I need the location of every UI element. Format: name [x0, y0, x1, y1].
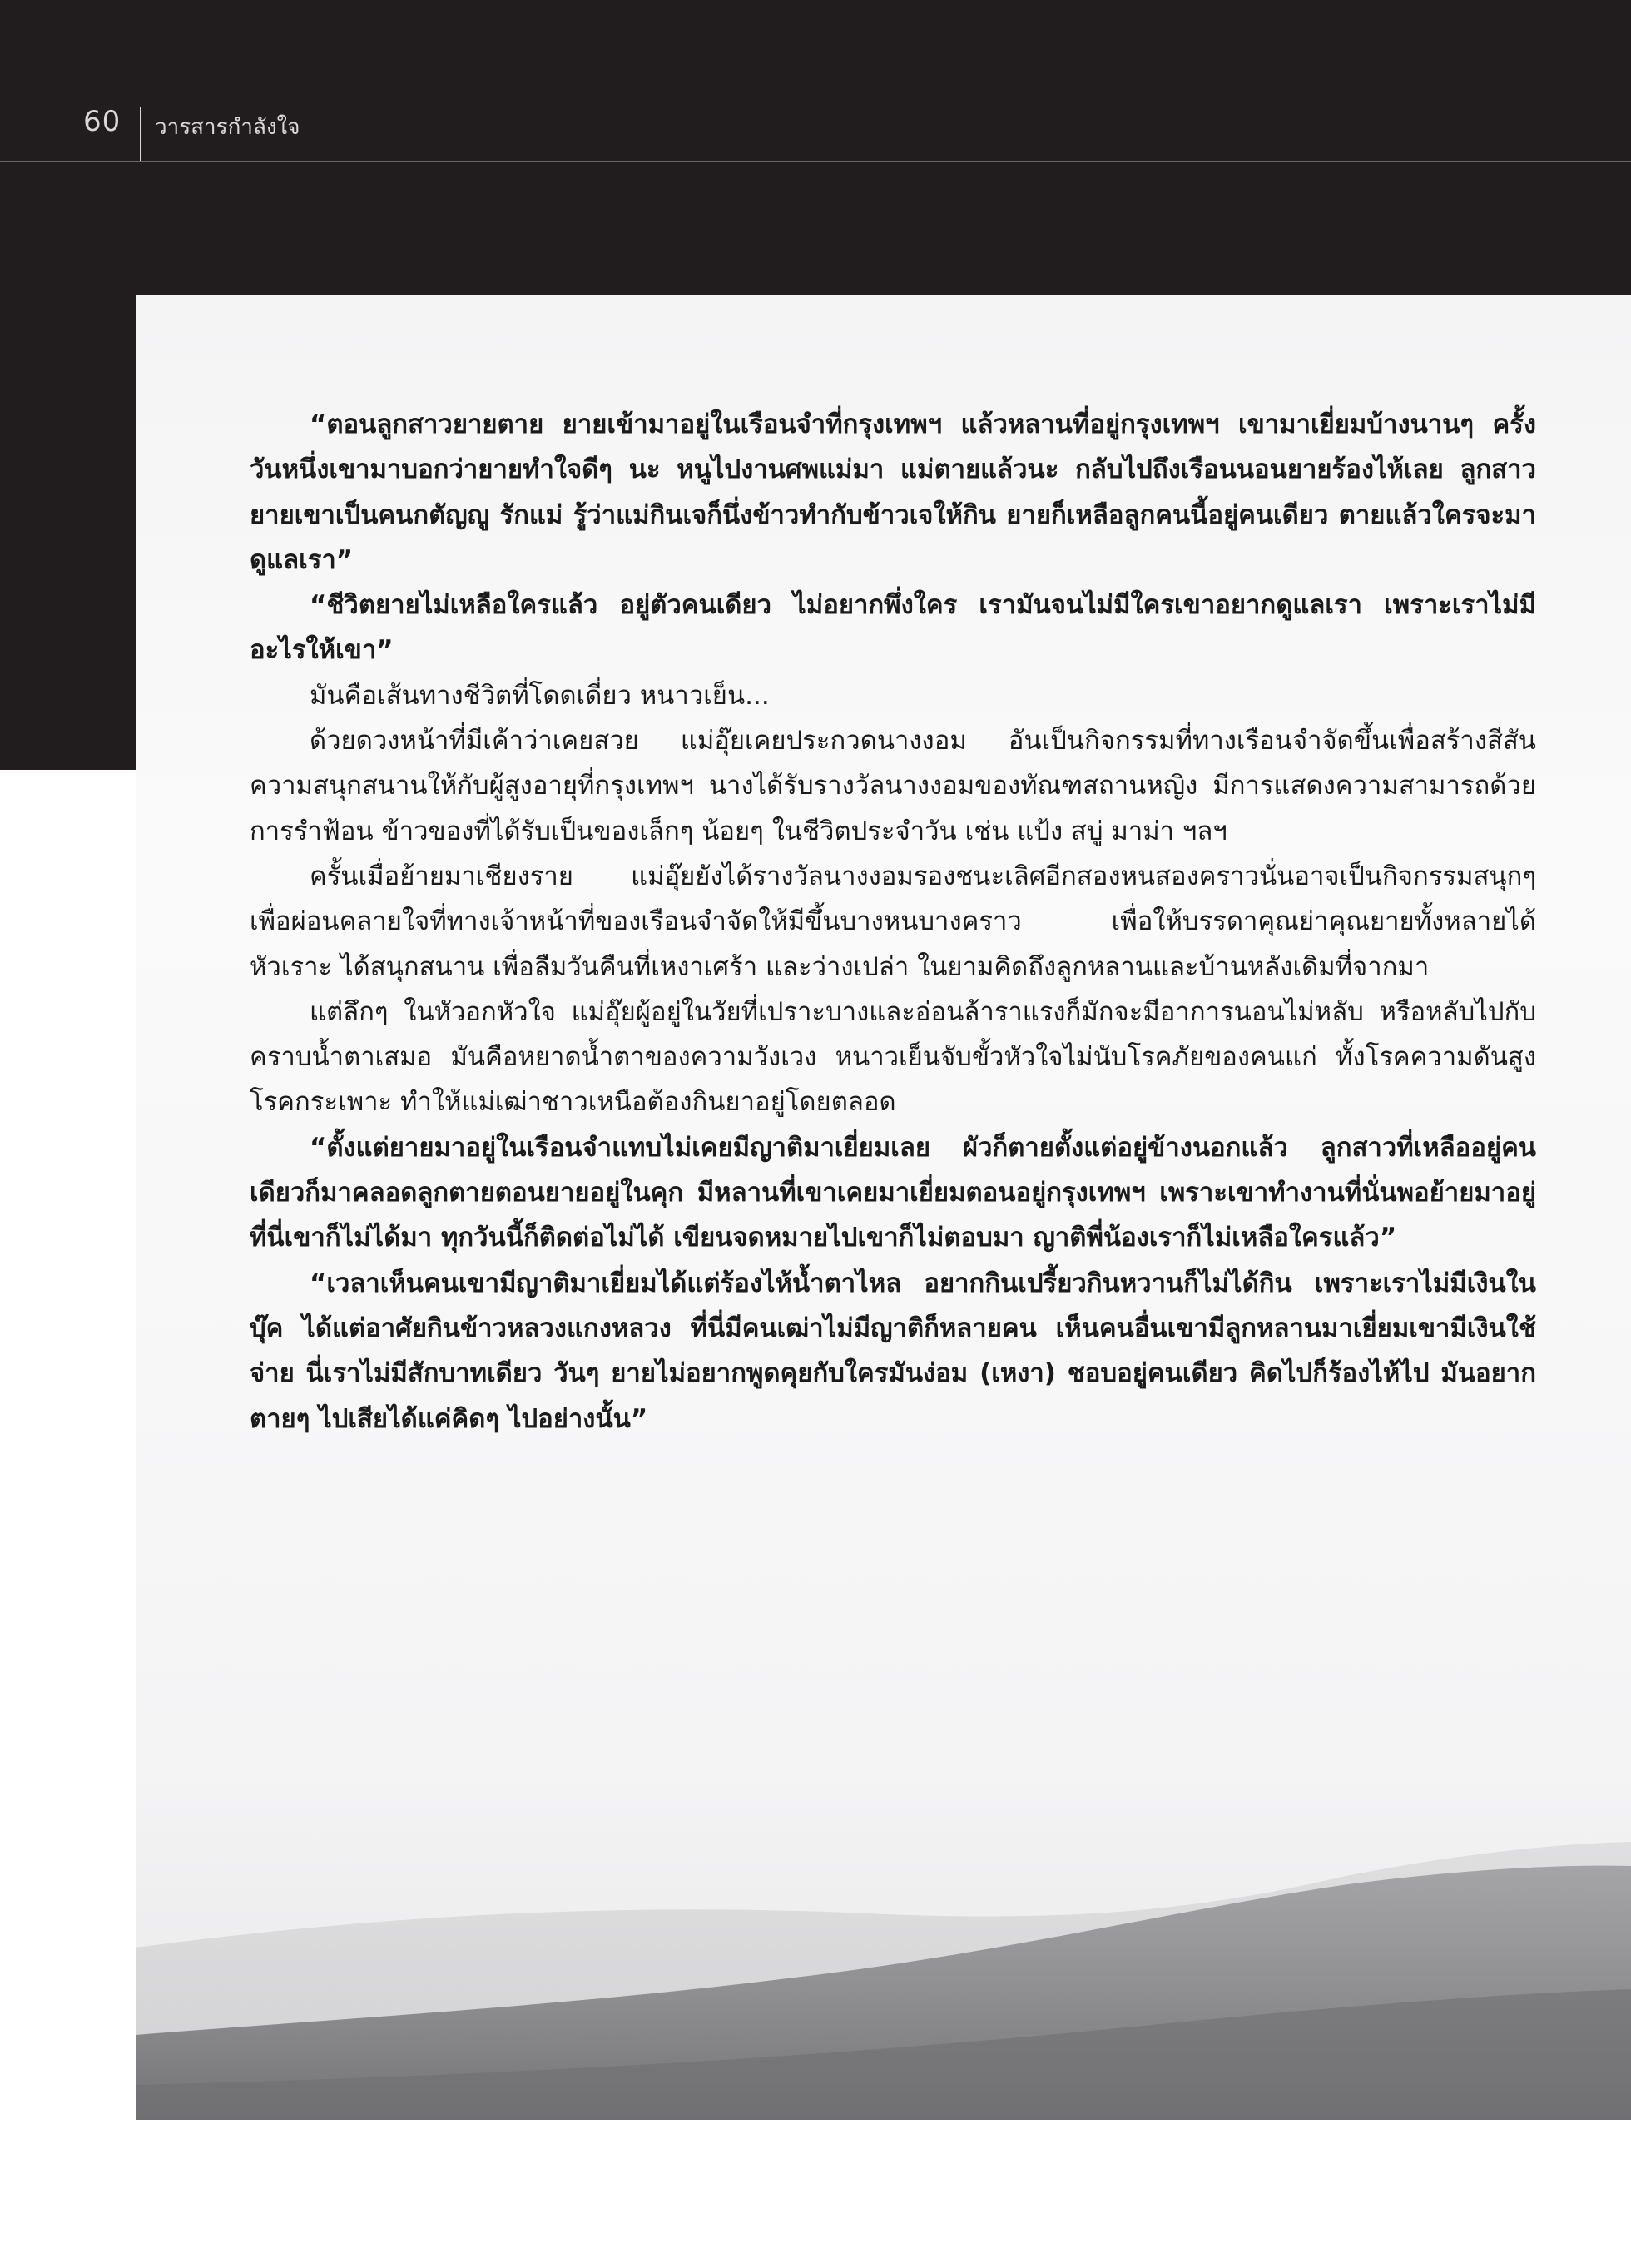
paragraph-narrative-4: แต่ลึกๆ ในหัวอกหัวใจ แม่อุ๊ยผู้อยู่ในวัยที่เปราะบางและอ่อนล้าราแรงก็มักจะมีอาการนอนไม่หลับ หรือหลับไปกับคราบน้ำตาเสมอ มันคือหยาดน้ำตาของความวังเวง หนาวเย็นจับขั้วหัวใจไม่นับโรคภัยของคนแก่ ทั้งโรคความดันสูง โรคกระเพาะ ทำให้แม่เฒ่าชาวเหนือต้องกินยาอยู่โดยตลอด: [250, 996, 1536, 1118]
journal-name: วารสารกำลังใจ: [155, 115, 300, 140]
article-panel: [136, 295, 1631, 2120]
paragraph-narrative-2: ด้วยดวงหน้าที่มีเค้าว่าเคยสวย แม่อุ๊ยเคยประกวดนางงอม อันเป็นกิจกรรมที่ทางเรือนจำจัดขึ้นเพื่อสร้างสีสัน ความสนุกสนานให้กับผู้สูงอายุที่กรุงเทพฯ นางได้รับรางวัลนางงอมของทัณฑสถานหญิง มีการแสดงความสามารถด้วยการรำฟ้อน ข้าวของที่ได้รับเป็นของเล็กๆ น้อยๆ ในชีวิตประจำวัน เช่น แป้ง สบู่ มาม่า ฯลฯ: [250, 726, 1536, 846]
paragraph-narrative-3: ครั้นเมื่อย้ายมาเชียงราย แม่อุ๊ยยังได้รางวัลนางงอมรองชนะเลิศอีกสองหนสองคราวนั่นอาจเป็นกิจกรรมสนุกๆ เพื่อผ่อนคลายใจที่ทางเจ้าหน้าที่ของเรือนจำจัดให้มีขึ้นบางหนบางคราว เพื่อให้บรรดาคุณย่าคุณยายทั้งหลายได้หัวเราะ ได้สนุกสนาน เพื่อลืมวันคืนที่เหงาเศร้า และว่างเปล่า ในยามคิดถึงลูกหลานและบ้านหลังเดิมที่จากมา: [250, 861, 1536, 982]
paragraph-quote-2: “ชีวิตยายไม่เหลือใครแล้ว อยู่ตัวคนเดียว ไม่อยากพึ่งใคร เรามันจนไม่มีใครเขาอยากดูแลเรา เพราะเราไม่มีอะไรให้เขา”: [250, 590, 1536, 666]
paragraph-quote-4: “เวลาเห็นคนเขามีญาติมาเยี่ยมได้แต่ร้องไห้น้ำตาไหล อยากกินเปรี้ยวกินหวานก็ไม่ได้กิน เพราะเราไม่มีเงินในบุ๊ค ได้แต่อาศัยกินข้าวหลวงแกงหลวง ที่นี่มีคนเฒ่าไม่มีญาติก็หลายคน เห็นคนอื่นเขามีลูกหลานมาเยี่ยมเขามีเงินใช้จ่าย นี่เราไม่มีสักบาทเดียว วันๆ ยายไม่อยากพูดคุยกับใครมันง่อม (เหงา) ชอบอยู่คนเดียว คิดไปก็ร้องไห้ไป มันอยากตายๆ ไปเสียได้แค่คิดๆ ไปอย่างนั้น”: [250, 1268, 1536, 1434]
paragraph-narrative-1: มันคือเส้นทางชีวิตที่โดดเดี่ยว หนาวเย็น...: [310, 680, 770, 711]
header-band: [0, 0, 1631, 295]
paragraph-quote-1: “ตอนลูกสาวยายตาย ยายเข้ามาอยู่ในเรือนจำที่กรุงเทพฯ แล้วหลานที่อยู่กรุงเทพฯ เขามาเยี่ยมบ้างนานๆ ครั้ง วันหนึ่งเขามาบอกว่ายายทำใจดีๆ นะ หนูไปงานศพแม่มา แม่ตายแล้วนะ กลับไปถึงเรือนนอนยายร้องไห้เลย ลูกสาวยายเขาเป็นคนกตัญญู รักแม่ รู้ว่าแม่กินเจก็นึ่งข้าวทำกับข้าวเจให้กิน ยายก็เหลือลูกคนนี้อยู่คนเดียว ตายแล้วใครจะมาดูแลเรา”: [250, 409, 1536, 575]
page-number: 60: [83, 105, 121, 138]
header-divider: [140, 107, 141, 161]
header-rule: [0, 161, 1631, 162]
left-accent-band: [0, 295, 136, 770]
article-body: [250, 402, 1536, 1442]
paragraph-quote-3: “ตั้งแต่ยายมาอยู่ในเรือนจำแทบไม่เคยมีญาติมาเยี่ยมเลย ผัวก็ตายตั้งแต่อยู่ข้างนอกแล้ว ลูกสาวที่เหลืออยู่คนเดียวก็มาคลอดลูกตายตอนยายอยู่ในคุก มีหลานที่เขาเคยมาเยี่ยมตอนอยู่กรุงเทพฯ เพราะเขาทำงานที่นั่นพอย้ายมาอยู่ที่นี่เขาก็ไม่ได้มา ทุกวันนี้ก็ติดต่อไม่ได้ เขียนจดหมายไปเขาก็ไม่ตอบมา ญาติพี่น้องเราก็ไม่เหลือใครแล้ว”: [250, 1132, 1536, 1253]
